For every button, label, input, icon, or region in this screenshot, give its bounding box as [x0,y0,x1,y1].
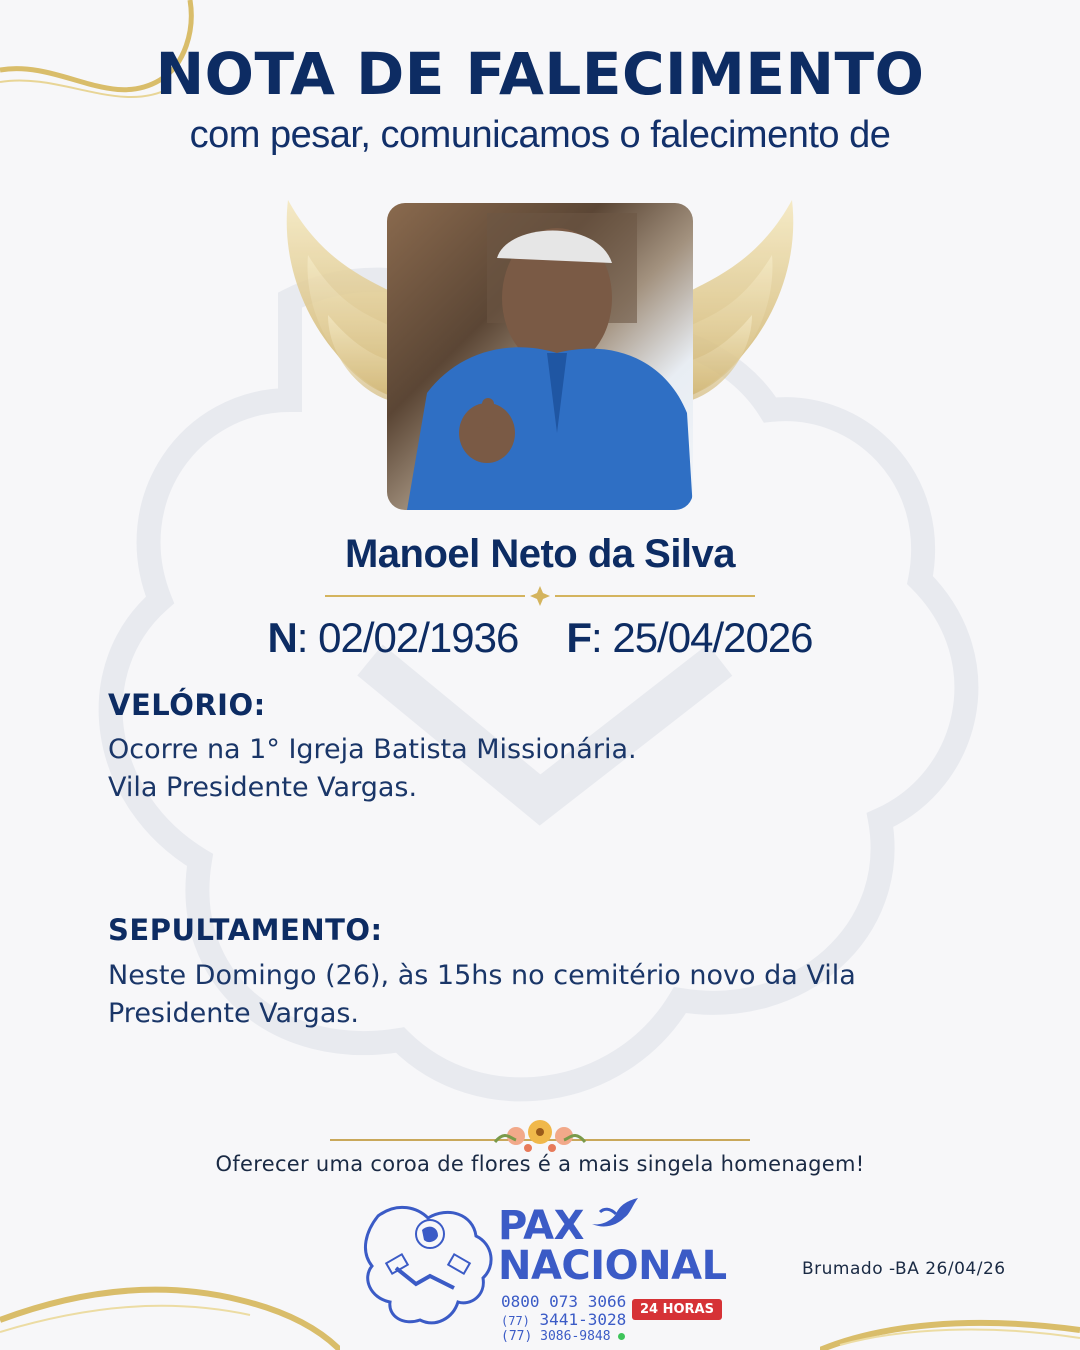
company-name-line-2: NACIONAL [498,1243,727,1289]
deceased-name: Manoel Neto da Silva [344,532,736,576]
24h-badge: 24 HORAS [632,1299,722,1320]
brazil-map-handshake-logo-icon [358,1196,496,1330]
phone-whatsapp-prefix: (77) [501,1329,533,1344]
company-name-line-1: PAX [498,1203,584,1249]
whatsapp-icon [618,1333,625,1340]
person-silhouette-icon [387,203,693,510]
velorio-line-1: Ocorre na 1° Igreja Batista Missionária. [108,734,637,765]
birth-date: : 02/02/1936 [296,614,519,661]
page-title: NOTA DE FALECIMENTO [155,40,925,108]
velorio-heading: VELÓRIO: [108,688,266,722]
phone-whatsapp [501,1329,625,1344]
phone-landline-number: 3441-3028 [539,1310,627,1329]
death-date: : 25/04/2026 [591,614,813,661]
sepultamento-heading: SEPULTAMENTO: [108,913,383,947]
sepultamento-line-2: Presidente Vargas. [108,998,360,1029]
velorio-line-2: Vila Presidente Vargas. [108,772,418,803]
phone-tollfree: 0800 073 3066 [501,1292,627,1311]
phone-whatsapp-number: 3086-9848 [540,1329,611,1344]
sepultamento-line-1: Neste Domingo (26), às 15hs no cemitério novo da Vila [108,960,856,991]
dove-icon [590,1196,640,1232]
gold-swoosh-bottom-left [0,1270,340,1350]
gold-divider [325,586,755,606]
birth-label: N [267,614,297,661]
sepultamento-text [108,957,928,1033]
phone-landline [501,1310,626,1329]
company-logo [498,1196,728,1346]
page-subtitle: com pesar, comunicamos o falecimento de [189,114,891,156]
tribute-text: Oferecer uma coroa de flores é a mais singela homenagem! [215,1152,865,1176]
death-label: F [566,614,591,661]
life-dates [0,614,1080,662]
phone-landline-prefix: (77) [501,1314,530,1328]
velorio-text [108,731,928,807]
gold-swoosh-bottom-right [820,1300,1080,1350]
place-date: Brumado -BA 26/04/26 [802,1259,1006,1279]
deceased-photo [387,203,693,510]
